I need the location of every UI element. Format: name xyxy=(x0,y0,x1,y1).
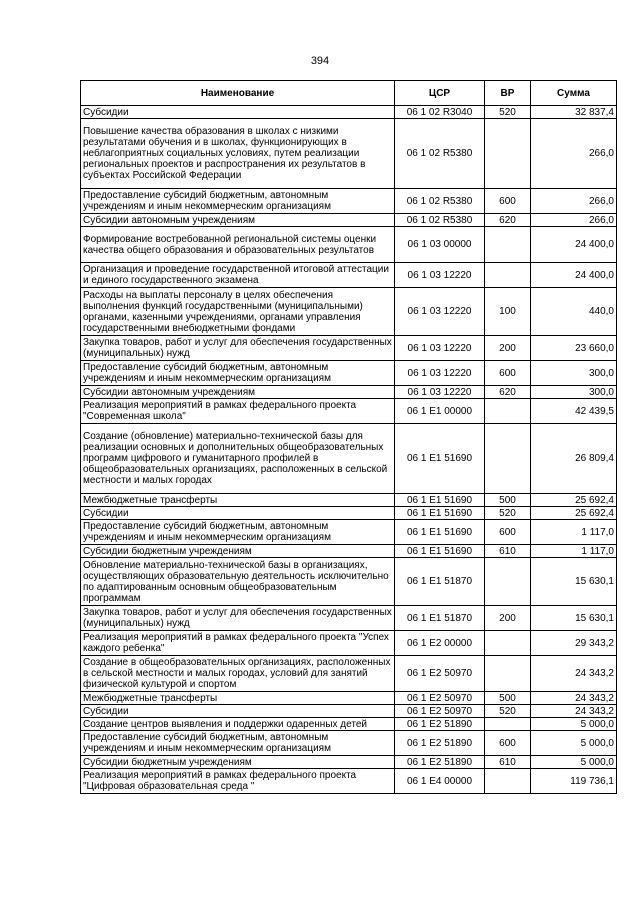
vr-cell: 610 xyxy=(485,545,531,558)
sum-cell: 42 439,5 xyxy=(531,399,617,424)
name-cell: Реализация мероприятий в рамках федерального проекта "Цифровая образовательная среда " xyxy=(81,769,395,794)
header-sum: Сумма xyxy=(531,81,617,106)
sum-cell: 24 400,0 xyxy=(531,227,617,263)
vr-cell: 610 xyxy=(485,756,531,769)
page-number: 394 xyxy=(310,55,330,67)
name-cell: Реализация мероприятий в рамках федерального проекта "Современная школа" xyxy=(81,399,395,424)
csr-cell: 06 1 03 12220 xyxy=(395,288,485,336)
vr-cell: 520 xyxy=(485,106,531,119)
table-row xyxy=(81,656,617,692)
vr-cell: 500 xyxy=(485,692,531,705)
vr-cell xyxy=(485,631,531,656)
sum-cell: 300,0 xyxy=(531,386,617,399)
sum-cell: 24 343,2 xyxy=(531,656,617,692)
sum-cell: 266,0 xyxy=(531,214,617,227)
name-cell: Субсидии бюджетным учреждениям xyxy=(81,545,395,558)
sum-cell: 32 837,4 xyxy=(531,106,617,119)
table-row xyxy=(81,106,617,119)
csr-cell: 06 1 E2 51890 xyxy=(395,718,485,731)
vr-cell: 520 xyxy=(485,705,531,718)
table-row xyxy=(81,189,617,214)
table-row xyxy=(81,399,617,424)
name-cell: Закупка товаров, работ и услуг для обеспечения государственных (муниципальных) нужд xyxy=(81,336,395,361)
sum-cell: 23 660,0 xyxy=(531,336,617,361)
header-csr: ЦСР xyxy=(395,81,485,106)
name-cell: Предоставление субсидий бюджетным, автономным учреждениям и иным некоммерческим организациям xyxy=(81,731,395,756)
name-cell: Расходы на выплаты персоналу в целях обеспечения выполнения функций государственными (муниципальными) органами, казенными учреждениями, органами управления государственными внебюджетными фондами xyxy=(81,288,395,336)
table-row xyxy=(81,631,617,656)
csr-cell: 06 1 03 12220 xyxy=(395,336,485,361)
sum-cell: 5 000,0 xyxy=(531,756,617,769)
csr-cell: 06 1 02 R3040 xyxy=(395,106,485,119)
table-row xyxy=(81,718,617,731)
csr-cell: 06 1 E1 51690 xyxy=(395,494,485,507)
csr-cell: 06 1 E1 51690 xyxy=(395,520,485,545)
vr-cell: 600 xyxy=(485,520,531,545)
sum-cell: 266,0 xyxy=(531,189,617,214)
vr-cell: 100 xyxy=(485,288,531,336)
sum-cell: 24 400,0 xyxy=(531,263,617,288)
csr-cell: 06 1 E2 51890 xyxy=(395,756,485,769)
name-cell: Организация и проведение государственной итоговой аттестации и единого государственного экзамена xyxy=(81,263,395,288)
table-header-row xyxy=(81,81,617,106)
header-name: Наименование xyxy=(81,81,395,106)
table-row xyxy=(81,606,617,631)
sum-cell: 15 630,1 xyxy=(531,558,617,606)
name-cell: Предоставление субсидий бюджетным, автономным учреждениям и иным некоммерческим организациям xyxy=(81,361,395,386)
name-cell: Формирование востребованной региональной системы оценки качества общего образования и образовательных результатов xyxy=(81,227,395,263)
csr-cell: 06 1 03 12220 xyxy=(395,386,485,399)
table-row xyxy=(81,119,617,189)
table-row xyxy=(81,769,617,794)
vr-cell xyxy=(485,718,531,731)
csr-cell: 06 1 E1 00000 xyxy=(395,399,485,424)
name-cell: Закупка товаров, работ и услуг для обеспечения государственных (муниципальных) нужд xyxy=(81,606,395,631)
vr-cell: 620 xyxy=(485,386,531,399)
name-cell: Создание центров выявления и поддержки одаренных детей xyxy=(81,718,395,731)
table-row xyxy=(81,692,617,705)
sum-cell: 1 117,0 xyxy=(531,545,617,558)
table-row xyxy=(81,756,617,769)
csr-cell: 06 1 E2 50970 xyxy=(395,656,485,692)
table-row xyxy=(81,558,617,606)
name-cell: Предоставление субсидий бюджетным, автономным учреждениям и иным некоммерческим организациям xyxy=(81,520,395,545)
table-row xyxy=(81,507,617,520)
sum-cell: 26 809,4 xyxy=(531,424,617,494)
name-cell: Реализация мероприятий в рамках федерального проекта "Успех каждого ребенка" xyxy=(81,631,395,656)
vr-cell: 620 xyxy=(485,214,531,227)
sum-cell: 25 692,4 xyxy=(531,494,617,507)
sum-cell: 29 343,2 xyxy=(531,631,617,656)
sum-cell: 5 000,0 xyxy=(531,718,617,731)
csr-cell: 06 1 03 00000 xyxy=(395,227,485,263)
vr-cell: 500 xyxy=(485,494,531,507)
vr-cell xyxy=(485,263,531,288)
vr-cell xyxy=(485,227,531,263)
name-cell: Субсидии xyxy=(81,106,395,119)
sum-cell: 24 343,2 xyxy=(531,692,617,705)
csr-cell: 06 1 E4 00000 xyxy=(395,769,485,794)
table-row xyxy=(81,288,617,336)
budget-table xyxy=(80,80,617,794)
sum-cell: 25 692,4 xyxy=(531,507,617,520)
csr-cell: 06 1 E2 00000 xyxy=(395,631,485,656)
name-cell: Субсидии автономным учреждениям xyxy=(81,214,395,227)
csr-cell: 06 1 E1 51690 xyxy=(395,424,485,494)
header-vr: ВР xyxy=(485,81,531,106)
table-row xyxy=(81,545,617,558)
name-cell: Субсидии автономным учреждениям xyxy=(81,386,395,399)
table-row xyxy=(81,520,617,545)
name-cell: Обновление материально-технической базы в организациях, осуществляющих образовательную деятельность исключительно по адаптированным основным общеобразовательным программам xyxy=(81,558,395,606)
table-row xyxy=(81,263,617,288)
sum-cell: 266,0 xyxy=(531,119,617,189)
sum-cell: 5 000,0 xyxy=(531,731,617,756)
name-cell: Предоставление субсидий бюджетным, автономным учреждениям и иным некоммерческим организациям xyxy=(81,189,395,214)
csr-cell: 06 1 E1 51690 xyxy=(395,545,485,558)
sum-cell: 24 343,2 xyxy=(531,705,617,718)
vr-cell: 520 xyxy=(485,507,531,520)
name-cell: Создание в общеобразовательных организациях, расположенных в сельской местности и малых городах, условий для занятий физической культурой и спортом xyxy=(81,656,395,692)
vr-cell: 600 xyxy=(485,361,531,386)
table-row xyxy=(81,731,617,756)
name-cell: Субсидии xyxy=(81,705,395,718)
table-row xyxy=(81,494,617,507)
table-row xyxy=(81,227,617,263)
table-row xyxy=(81,705,617,718)
table-row xyxy=(81,424,617,494)
csr-cell: 06 1 E1 51690 xyxy=(395,507,485,520)
sum-cell: 440,0 xyxy=(531,288,617,336)
name-cell: Межбюджетные трансферты xyxy=(81,692,395,705)
table-row xyxy=(81,336,617,361)
sum-cell: 15 630,1 xyxy=(531,606,617,631)
csr-cell: 06 1 E2 50970 xyxy=(395,705,485,718)
vr-cell xyxy=(485,399,531,424)
csr-cell: 06 1 E1 51870 xyxy=(395,606,485,631)
csr-cell: 06 1 E1 51870 xyxy=(395,558,485,606)
csr-cell: 06 1 02 R5380 xyxy=(395,119,485,189)
vr-cell xyxy=(485,558,531,606)
table-body xyxy=(81,106,617,794)
name-cell: Повышение качества образования в школах с низкими результатами обучения и в школах, функционирующих в неблагоприятных социальных условиях, путем реализации региональных проектов и распространения их результатов в субъектах Российской Федерации xyxy=(81,119,395,189)
vr-cell: 600 xyxy=(485,731,531,756)
sum-cell: 1 117,0 xyxy=(531,520,617,545)
table-row xyxy=(81,214,617,227)
name-cell: Субсидии бюджетным учреждениям xyxy=(81,756,395,769)
table-row xyxy=(81,361,617,386)
csr-cell: 06 1 02 R5380 xyxy=(395,214,485,227)
csr-cell: 06 1 E2 50970 xyxy=(395,692,485,705)
csr-cell: 06 1 E2 51890 xyxy=(395,731,485,756)
vr-cell: 200 xyxy=(485,606,531,631)
vr-cell: 200 xyxy=(485,336,531,361)
vr-cell xyxy=(485,119,531,189)
vr-cell xyxy=(485,656,531,692)
sum-cell: 119 736,1 xyxy=(531,769,617,794)
vr-cell xyxy=(485,424,531,494)
table-row xyxy=(81,386,617,399)
csr-cell: 06 1 03 12220 xyxy=(395,263,485,288)
name-cell: Создание (обновление) материально-технической базы для реализации основных и дополнительных общеобразовательных программ цифрового и гуманитарного профилей в общеобразовательных организациях, расположенных в сельской местности и малых городах xyxy=(81,424,395,494)
name-cell: Межбюджетные трансферты xyxy=(81,494,395,507)
name-cell: Субсидии xyxy=(81,507,395,520)
csr-cell: 06 1 02 R5380 xyxy=(395,189,485,214)
vr-cell: 600 xyxy=(485,189,531,214)
sum-cell: 300,0 xyxy=(531,361,617,386)
vr-cell xyxy=(485,769,531,794)
csr-cell: 06 1 03 12220 xyxy=(395,361,485,386)
